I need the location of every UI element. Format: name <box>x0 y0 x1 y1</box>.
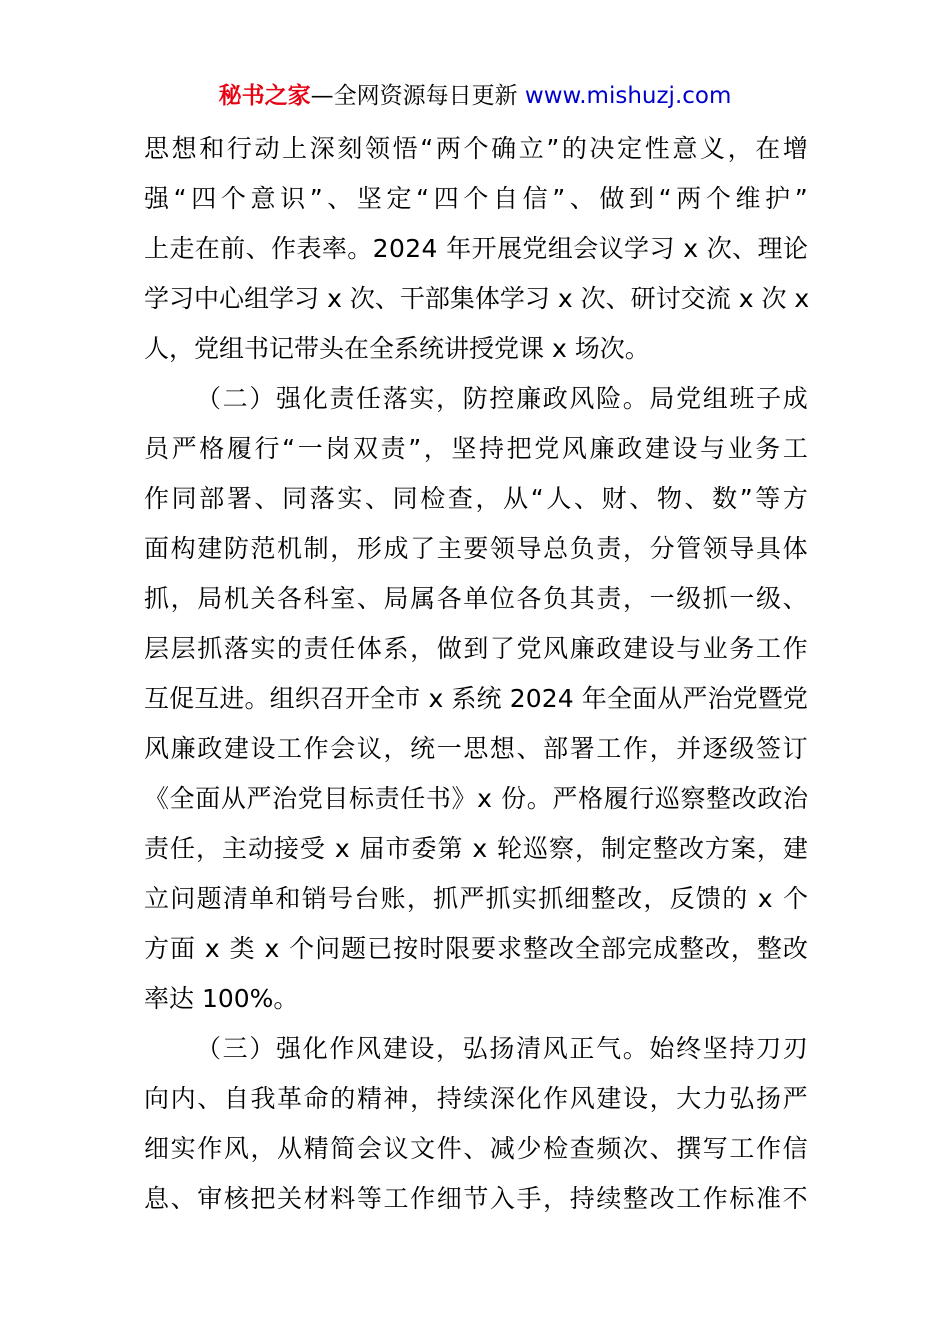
text-line: 学 习 中 心 组 学 习 x 次 、 干 部 集 体 学 习 x 次 、 研 讨 交 流 x 次 x <box>144 284 810 313</box>
text-line: （ 三 ） 强 化 作 风 建 设 ， 弘 扬 清 风 正 气 。 始 终 坚 持 刀 刃 <box>196 1034 808 1063</box>
text-line: （ 二 ） 强 化 责 任 落 实 ， 防 控 廉 政 风 险 。 局 党 组 班 子 成 <box>196 384 808 413</box>
document-body <box>144 124 808 1224</box>
text-line: 方 面 x 类 x 个 问 题 已 按 时 限 要 求 整 改 全 部 完 成 整 改 ， 整 改 <box>144 934 808 963</box>
text-line: 立 问 题 清 单 和 销 号 台 账 ， 抓 严 抓 实 抓 细 整 改 ， 反 馈 的 x 个 <box>144 884 808 913</box>
text-line: 细 实 作 风 ， 从 精 简 会 议 文 件 、 减 少 检 查 频 次 、 撰 写 工 作 信 <box>144 1134 808 1163</box>
text-line: 风 廉 政 建 设 工 作 会 议 ， 统 一 思 想 、 部 署 工 作 ， 并 逐 级 签 订 <box>144 734 808 763</box>
text-line: 员 严 格 履 行 “ 一 岗 双 责 ” ， 坚 持 把 党 风 廉 政 建 设 与 业 务 工 <box>144 434 808 463</box>
text-line: 人，党组书记带头在全系统讲授党课 x 场次。 <box>144 334 650 363</box>
site-url-link[interactable]: www.mishuzj.com <box>524 83 732 109</box>
text-line: 责 任 ， 主 动 接 受 x 届 市 委 第 x 轮 巡 察 ， 制 定 整 改 方 案 ， 建 <box>144 834 808 863</box>
text-line: 面 构 建 防 范 机 制 ， 形 成 了 主 要 领 导 总 负 责 ， 分 管 领 导 具 体 <box>144 534 808 563</box>
site-brand: 秘书之家 <box>218 83 311 109</box>
text-line: 互 促 互 进 。 组 织 召 开 全 市 x 系 统 2 0 2 4 年 全 面 从 严 治 党 暨 党 <box>144 684 808 713</box>
site-tagline: —全网资源每日更新 <box>310 83 525 109</box>
text-line: 强 “ 四 个 意 识 ” 、 坚 定 “ 四 个 自 信 ” 、 做 到 “ 两 个 维 护 ” <box>144 184 808 213</box>
text-line: 抓 ， 局 机 关 各 科 室 、 局 属 各 单 位 各 负 其 责 ， 一 级 抓 一 级 、 <box>144 584 808 613</box>
page-header <box>0 80 950 112</box>
text-line: 《 全 面 从 严 治 党 目 标 责 任 书 》 x 份 。 严 格 履 行 巡 察 整 改 政 治 <box>144 784 808 813</box>
text-line: 作 同 部 署 、 同 落 实 、 同 检 查 ， 从 “ 人 、 财 、 物 、 数 ” 等 方 <box>144 484 808 513</box>
text-line: 率达 100%。 <box>144 984 299 1013</box>
text-line: 向 内 、 自 我 革 命 的 精 神 ， 持 续 深 化 作 风 建 设 ， 大 力 弘 扬 严 <box>144 1084 808 1113</box>
text-line: 息 、 审 核 把 关 材 料 等 工 作 细 节 入 手 ， 持 续 整 改 工 作 标 准 不 <box>144 1184 808 1213</box>
text-line: 思 想 和 行 动 上 深 刻 领 悟 “ 两 个 确 立 ” 的 决 定 性 意 义 ， 在 增 <box>144 134 808 163</box>
text-line: 层 层 抓 落 实 的 责 任 体 系 ， 做 到 了 党 风 廉 政 建 设 与 业 务 工 作 <box>144 634 808 663</box>
text-line: 上 走 在 前 、 作 表 率 。 2 0 2 4 年 开 展 党 组 会 议 学 习 x 次 、 理 论 <box>144 234 808 263</box>
